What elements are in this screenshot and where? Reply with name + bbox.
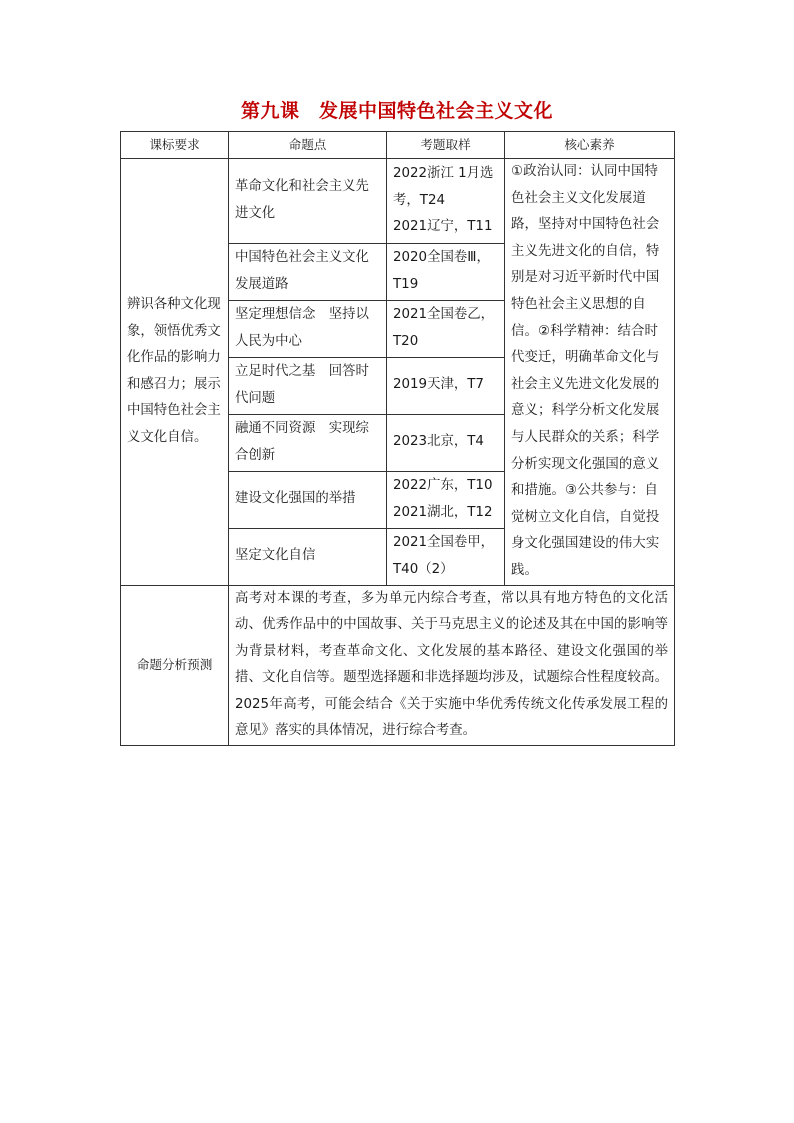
curriculum-requirement: 辨识各种文化现象，领悟优秀文化作品的影响力和感召力；展示中国特色社会主义文化自信。 [121, 159, 229, 586]
exam-sample: 2021全国卷甲，T40（2） [387, 528, 505, 585]
header-core-literacy: 核心素养 [505, 132, 675, 159]
exam-sample: 2020全国卷Ⅲ，T19 [387, 244, 505, 301]
test-point: 立足时代之基 回答时代问题 [229, 357, 387, 414]
test-point: 建设文化强国的举措 [229, 471, 387, 528]
exam-sample-line: 2022广东，T10 [393, 477, 493, 493]
test-point: 坚定文化自信 [229, 528, 387, 585]
header-test-point: 命题点 [229, 132, 387, 159]
prediction-text: 高考对本课的考查，多为单元内综合考查，常以具有地方特色的文化活动、优秀作品中的中国故事、关于马克思主义的论述及其在中国的影响等为背景材料，考查革命文化、文化发展的基本路径、建设文化强国的举措、文化自信等。题型选择题和非选择题均涉及，试题综合性程度较高。2025年高考，可能会结合《关于实施中华优秀传统文化传承发展工程的意见》落实的具体情况，进行综合考查。 [229, 585, 675, 746]
prediction-row [121, 585, 675, 746]
test-point: 中国特色社会主义文化发展道路 [229, 244, 387, 301]
exam-sample-line: 2022浙江 1月选考，T24 [393, 166, 494, 208]
exam-sample-line: 2021湖北，T12 [393, 504, 493, 520]
exam-sample: 2019天津，T7 [387, 357, 505, 414]
header-exam-sample: 考题取样 [387, 132, 505, 159]
lesson-title: 第九课 发展中国特色社会主义文化 [240, 100, 553, 122]
exam-sample-line: 2021辽宁，T11 [393, 219, 493, 235]
exam-sample: 2023北京，T4 [387, 414, 505, 471]
table-header-row [121, 132, 675, 159]
header-requirement: 课标要求 [121, 132, 229, 159]
test-point: 坚定理想信念 坚持以人民为中心 [229, 300, 387, 357]
exam-sample [387, 159, 505, 244]
test-point: 融通不同资源 实现综合创新 [229, 414, 387, 471]
exam-sample: 2021全国卷乙，T20 [387, 300, 505, 357]
curriculum-table [120, 131, 675, 746]
table-row [121, 159, 675, 244]
test-point: 革命文化和社会主义先进文化 [229, 159, 387, 244]
prediction-label: 命题分析预测 [121, 585, 229, 746]
core-literacy: ①政治认同：认同中国特色社会主义文化发展道路，坚持对中国特色社会主义先进文化的自信，特别是对习近平新时代中国特色社会主义思想的自信。②科学精神：结合时代变迁，明确革命文化与社会主义先进文化发展的意义；科学分析文化发展与人民群众的关系；科学分析实现文化强国的意义和措施。③公共参与：自觉树立文化自信，自觉投身文化强国建设的伟大实践。 [505, 159, 675, 586]
exam-sample [387, 471, 505, 528]
